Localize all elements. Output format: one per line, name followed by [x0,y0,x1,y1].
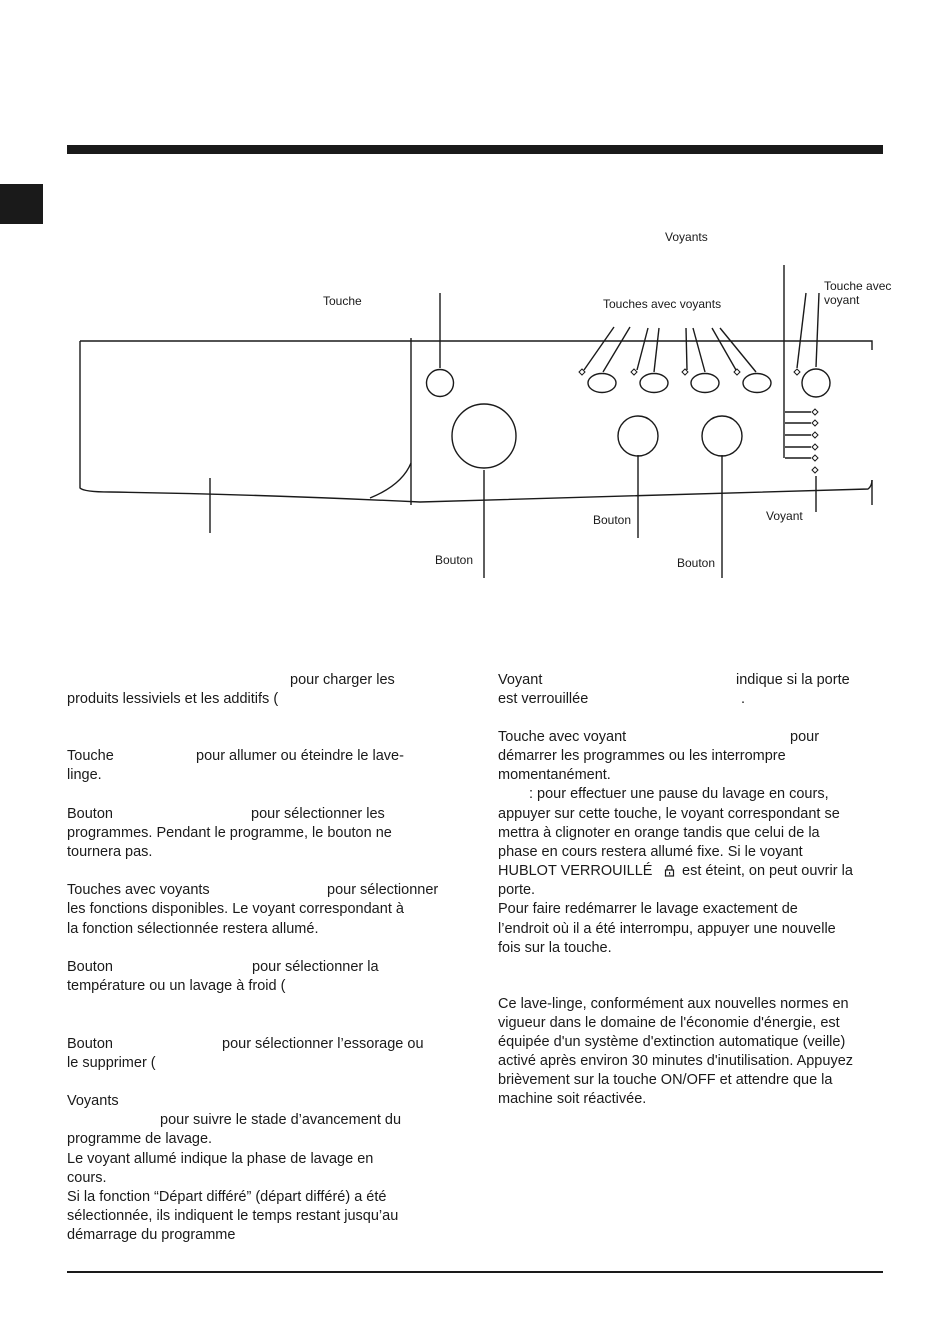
text-line: programmes. Pendant le programme, le bouton ne [67,825,392,841]
text-line: cours. [67,1170,107,1186]
text-line: Touches avec voyants [67,882,210,898]
text-line: Bouton [67,959,113,975]
text-line: Pour faire redémarrer le lavage exactement de [498,901,798,917]
label-voyants: Voyants [665,230,708,244]
text-line: pour allumer ou éteindre le lave- [196,748,404,764]
label-touches-avec-voyants: Touches avec voyants [603,297,722,311]
text-line: fois sur la touche. [498,940,612,956]
text-line: pour sélectionner les [251,806,385,822]
text-line: tournera pas. [67,844,153,860]
text-line: température ou un lavage à froid ( [67,978,286,994]
footer-rule [67,1271,883,1273]
text-line: machine soit réactivée. [498,1091,647,1107]
text-line: brièvement sur la touche ON/OFF et attendre que la [498,1072,833,1088]
text-line: Voyants [67,1093,119,1109]
text-line: momentanément. [498,767,611,783]
label-bouton-programmes: Bouton [435,553,474,567]
text-line: Touche [67,748,114,764]
text-line: est éteint, on peut ouvrir la [682,863,853,879]
label-voyant: Voyant [766,509,803,523]
text-line: programme de lavage. [67,1131,213,1147]
text-line: phase en cours restera allumé fixe. Si le voyant [498,844,803,860]
text-line: démarrer les programmes ou les interrompre [498,748,786,764]
text-line: HUBLOT VERROUILLÉ [498,863,653,879]
text-line: appuyer sur cette touche, le voyant correspondant se [498,806,840,822]
padlock-icon [664,864,675,877]
label-touche-avec-voyant-2: voyant [824,293,860,307]
language-tab [0,184,43,224]
text-line: la fonction sélectionnée restera allumé. [67,921,319,937]
text-line: pour sélectionner [327,882,439,898]
text-line: pour sélectionner l’essorage ou [222,1036,424,1052]
text-line: porte. [498,882,536,898]
label-bouton-temperature: Bouton [593,513,632,527]
text-line: pour charger les [290,672,395,688]
text-line: sélectionnée, ils indiquent le temps restant jusqu’au [67,1208,399,1224]
text-line: Bouton [67,1036,113,1052]
label-touche: Touche [323,294,362,308]
text-line: le supprimer ( [67,1055,156,1071]
text-line: les fonctions disponibles. Le voyant correspondant à [67,901,404,917]
text-line: linge. [67,767,102,783]
label-touche-avec-voyant-1: Touche avec [824,279,892,293]
text-line: indique si la porte [736,672,850,688]
text-line: pour sélectionner la [252,959,379,975]
text-line: Si la fonction “Départ différé” (départ différé) a été [67,1189,387,1205]
text-line: l’endroit où il a été interrompu, appuyer une nouvelle [498,921,836,937]
text-line: : pour effectuer une pause du lavage en cours, [529,786,829,802]
text-line: . [741,691,746,707]
text-line: mettra à clignoter en orange tandis que celui de la [498,825,820,841]
control-panel-diagram [0,220,950,590]
text-line: équipée d'un système d'extinction automatique (veille) [498,1034,846,1050]
label-bouton-essorage: Bouton [677,556,716,570]
text-line: pour suivre le stade d’avancement du [160,1112,402,1128]
text-line: Voyant [498,672,543,688]
text-line: activé après environ 30 minutes d'inutilisation. Appuyez [498,1053,854,1069]
text-line: démarrage du programme [67,1227,236,1243]
text-line: pour [790,729,820,745]
text-line: Le voyant allumé indique la phase de lavage en [67,1151,374,1167]
text-line: Ce lave-linge, conformément aux nouvelles normes en [498,996,849,1012]
text-line: produits lessiviels et les additifs ( [67,691,279,707]
text-line: Touche avec voyant [498,729,627,745]
header-rule [67,145,883,154]
text-line: Bouton [67,806,113,822]
text-line: est verrouillée [498,691,589,707]
text-line: vigueur dans le domaine de l'économie d'énergie, est [498,1015,840,1031]
